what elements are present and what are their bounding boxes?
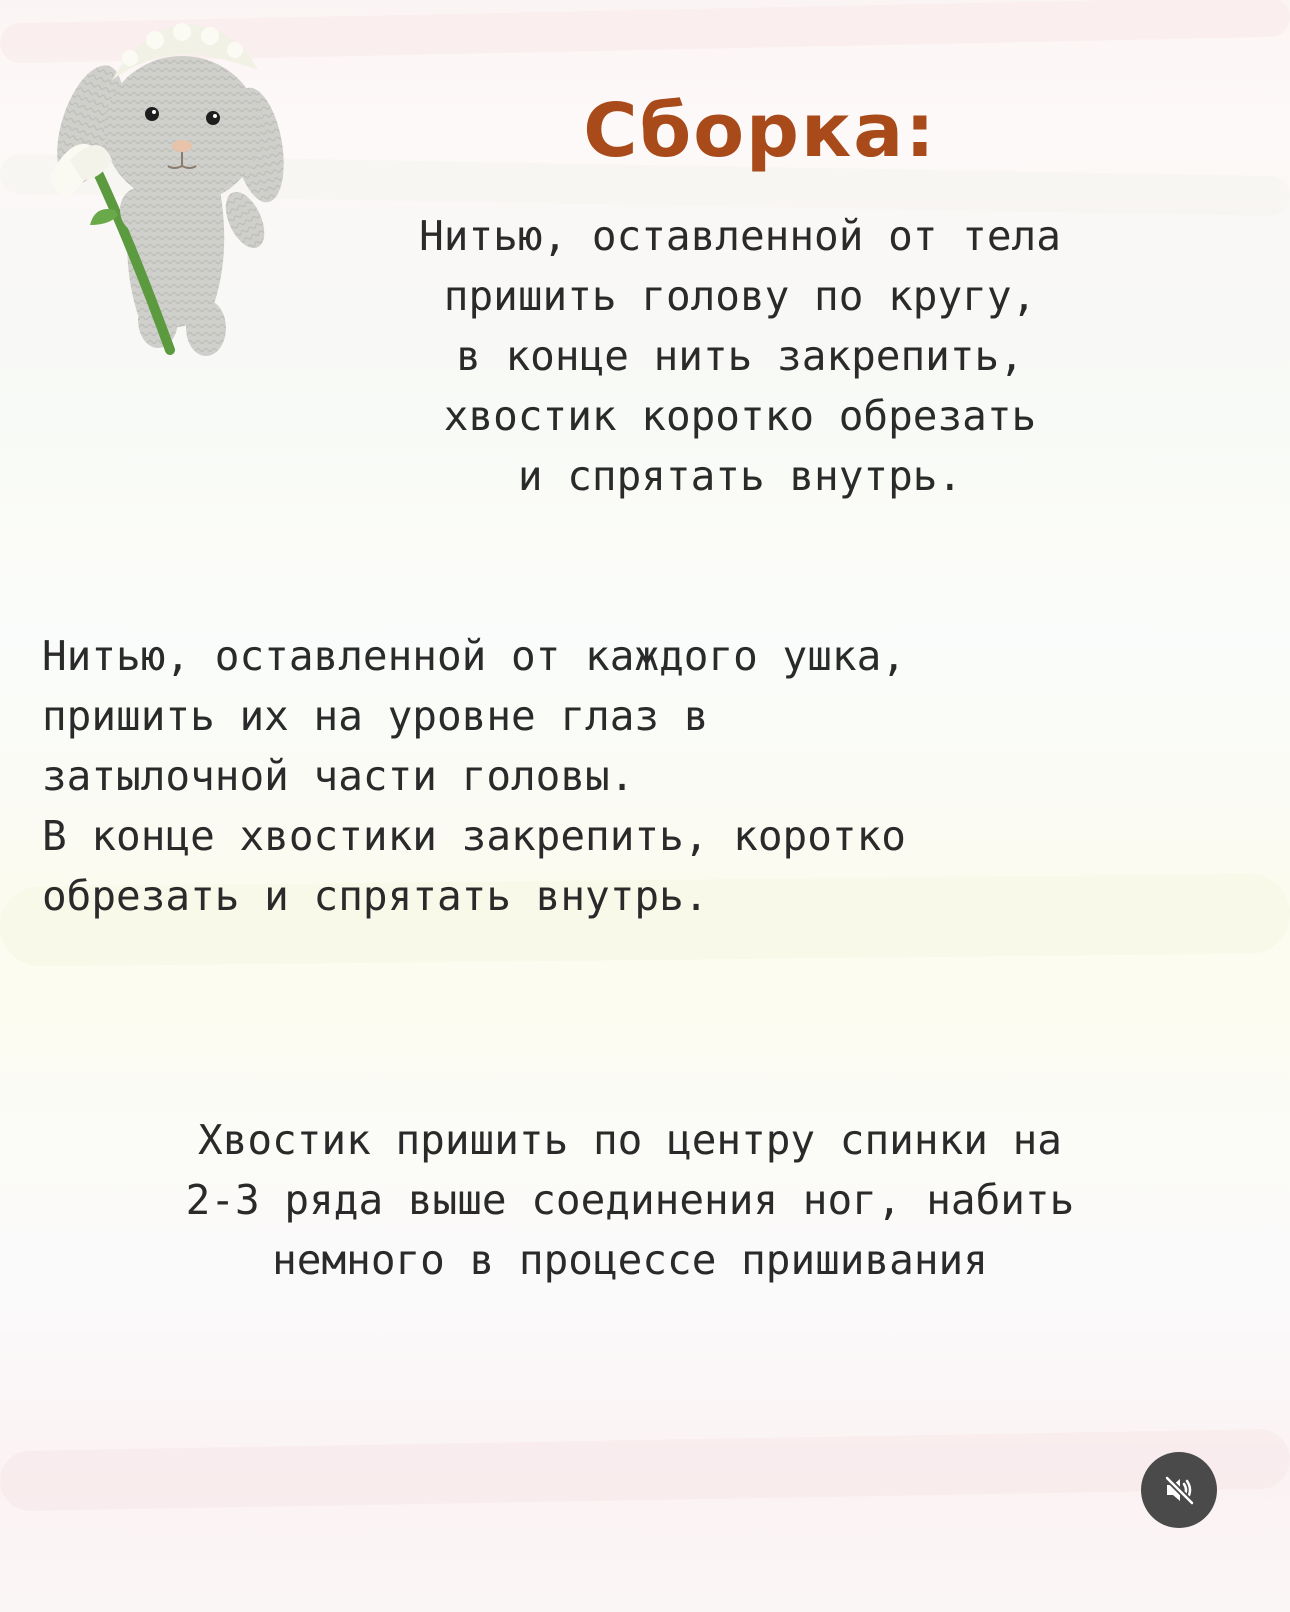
paragraph-head-assembly (300, 206, 1180, 506)
mute-button[interactable] (1141, 1452, 1217, 1528)
paragraph-tail-assembly (30, 1110, 1230, 1290)
text-line: немного в процессе пришивания (272, 1236, 988, 1284)
text-line: Нитью, оставленной от каждого ушка, (42, 632, 906, 680)
speaker-muted-icon (1159, 1470, 1199, 1510)
text-line: пришить голову по кругу, (443, 272, 1037, 320)
text-line: хвостик коротко обрезать (443, 392, 1037, 440)
text-line: пришить их на уровне глаз в (42, 692, 709, 740)
paragraph-ears-assembly (42, 626, 1242, 926)
text-line: Нитью, оставленной от тела (419, 212, 1061, 260)
text-line: Хвостик пришить по центру спинки на (198, 1116, 1062, 1164)
text-line: В конце хвостики закрепить, коротко (42, 812, 906, 860)
page-title: Сборка: (583, 88, 937, 174)
text-line: в конце нить закрепить, (456, 332, 1024, 380)
text-line: и спрятать внутрь. (517, 452, 963, 500)
text-line: 2-3 ряда выше соединения ног, набить (185, 1176, 1075, 1224)
text-line: обрезать и спрятать внутрь. (42, 872, 709, 920)
crochet-bunny-image (20, 10, 300, 370)
text-line: затылочной части головы. (42, 752, 635, 800)
